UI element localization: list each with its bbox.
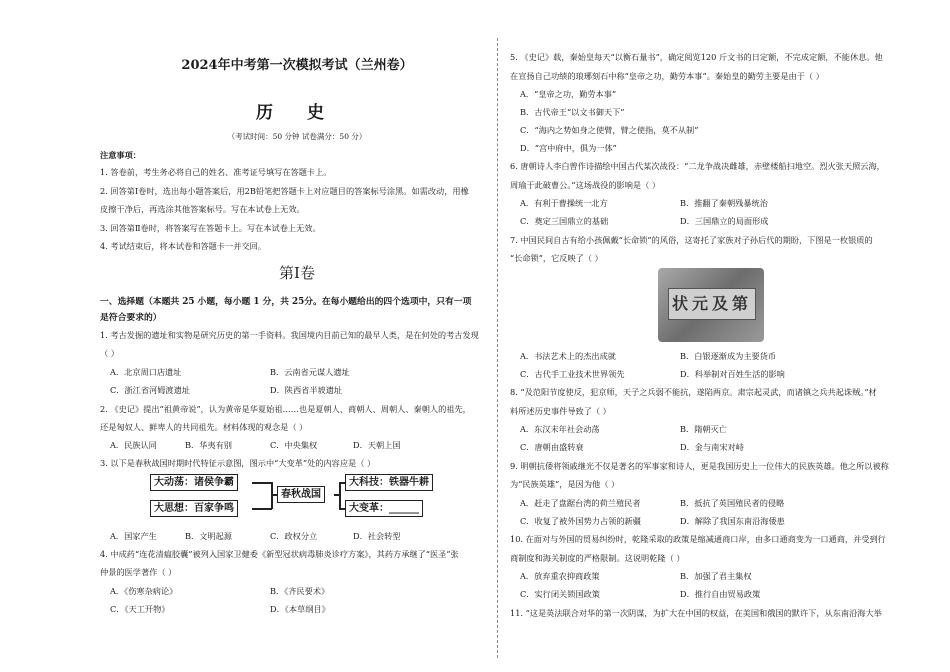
- question-stem: 6. 唐朝诗人李白曾作诗描绘中国古代某次战役：“二龙争战决雌雄，赤壁楼船扫地空。烈火张天照云海，: [510, 161, 885, 171]
- option-c: C．实行闭关锁国政策: [520, 589, 600, 599]
- column-divider: [497, 38, 498, 658]
- notice-title: 注意事项：: [100, 150, 141, 160]
- option-d: D．解除了我国东南沿海倭患: [680, 516, 785, 526]
- question-stem: 1. 考古发掘的遗址和实物是研究历史的第一手资料。我国境内目前已知的最早人类，是在何处的考古发现: [100, 330, 479, 340]
- connector-line: [271, 482, 273, 509]
- option-c: C．古代手工业技术世界领先: [520, 369, 625, 379]
- question-stem: 为“民族英雄”，是因为他（ ）: [510, 479, 620, 489]
- question-stem: 4. 中成药“连花清瘟胶囊”被列入国家卫健委《新型冠状病毒肺炎诊疗方案》，其药方承继了“医圣”张: [100, 549, 459, 559]
- option-b: B．古代帝王“以文书御天下”: [520, 107, 625, 117]
- exam-title: 2024年中考第一次模拟考试（兰州卷）: [181, 58, 413, 73]
- question-stem: 10. 在面对与外国的贸易纠纷时，乾隆采取的政策是缩减通商口岸，由多口通商变为一口通商，并受到行: [510, 534, 886, 544]
- question-stem: 商制度和海关制度的严格限制。这说明乾隆（ ）: [510, 553, 685, 563]
- option-a: A．“皇帝之功，勤劳本事”: [520, 89, 617, 99]
- question-stem: 8. “及范阳节度使反，犯京师，天子之兵弱不能抗，遂陷两京。肃宗起灵武，而诸镇之兵共起诛贼。”材: [510, 387, 877, 397]
- option-a: A．书法艺术上的杰出成就: [520, 351, 616, 361]
- option-d: D．社会转型: [353, 531, 401, 541]
- diagram-box-change: 大变革：______: [345, 500, 423, 517]
- option-c: C．《天工开物》: [110, 604, 170, 614]
- option-a: A．放弃重农抑商政策: [520, 571, 600, 581]
- option-b: B．文明起源: [185, 531, 232, 541]
- option-b: B．加强了君主集权: [680, 571, 752, 581]
- option-c: C．收复了被外国势力占领的新疆: [520, 516, 641, 526]
- question-stem: 仲景的医学著作（ ）: [100, 567, 177, 577]
- option-d: D．科举制对百姓生活的影响: [680, 369, 785, 379]
- option-b: B．隋朝灭亡: [680, 424, 727, 434]
- option-a: A．国家产生: [110, 531, 157, 541]
- option-c: C．“海内之势如身之使臂，臂之使指，莫不从制”: [520, 125, 699, 135]
- option-c: C．唐朝由盛转衰: [520, 442, 584, 452]
- era-diagram: [150, 472, 450, 520]
- option-b: B．白银逐渐成为主要货币: [680, 351, 777, 361]
- option-d: D．《本草纲目》: [270, 604, 330, 614]
- option-b: B．推翻了秦朝残暴统治: [680, 198, 768, 208]
- option-a: A．东汉末年社会动荡: [520, 424, 600, 434]
- option-b: B．抵抗了英国殖民者的侵略: [680, 498, 785, 508]
- option-d: D．天朝上国: [353, 440, 401, 450]
- option-c: C．中央集权: [270, 440, 318, 450]
- question-stem: “长命锁”，它反映了（ ）: [510, 253, 603, 263]
- question-stem: 3. 以下是春秋战国时期时代特征示意图，图示中“大变革”处的内容应是（ ）: [100, 458, 376, 468]
- question-stem: 11. “这是英法联合对华的第一次阴谋，为扩大在中国的权益，在美国和俄国的默许下，从东南沿海大举: [510, 608, 882, 618]
- subject-title: 历 史: [256, 103, 338, 123]
- question-stem: 在宣扬自己功绩的琅琊刻石中称“皇帝之功，勤劳本事”。秦始皇的勤劳主要是由于（ ）: [510, 71, 824, 81]
- question-stem: 9. 明朝抗倭将领戚继光不仅是著名的军事家和诗人，更是我国历史上一位伟大的民族英雄。他之所以被称: [510, 461, 889, 471]
- question-stem: 7. 中国民间自古有给小孩佩戴“长命锁”的风俗，这寄托了家族对子孙后代的期盼，下图是一枚银质的: [510, 235, 873, 245]
- option-a: A．民族认同: [110, 440, 157, 450]
- notice-item: 4. 考试结束后，将本试卷和答题卡一并交回。: [100, 241, 266, 251]
- diagram-box-center: 春秋战国: [277, 486, 325, 503]
- connector-line: [252, 508, 272, 510]
- section-heading: 一、选择题（本题共 25 小题，每小题 1 分，共 25分。在每小题给出的四个选项中，只有一项: [100, 297, 472, 307]
- notice-item: 1. 答卷前，考生务必将自己的姓名、准考证号填写在答题卡上。: [100, 167, 332, 177]
- option-c: C．浙江省河姆渡遗址: [110, 385, 190, 395]
- longevity-lock-image: [658, 268, 764, 342]
- option-c: C．政权分立: [270, 531, 318, 541]
- option-d: D．三国鼎立的局面形成: [680, 216, 769, 226]
- connector-line: [252, 482, 272, 484]
- notice-item: 2. 回答第Ⅰ卷时，选出每小题答案后，用2B铅笔把答题卡上对应题目的答案标号涂黑。如需改动，用橡: [100, 186, 469, 196]
- section-title: 第Ⅰ卷: [279, 264, 315, 282]
- connector-line: [339, 482, 341, 509]
- option-b: B．《齐民要术》: [270, 586, 330, 596]
- option-a: A．北京周口店遗址: [110, 367, 182, 377]
- question-stem: 2. 《史记》提出“祖黄帝说”，认为黄帝是华夏始祖……也是夏朝人、商朝人、周朝人、秦朝人的祖先，: [100, 404, 471, 414]
- option-a: A．有利于曹操统一北方: [520, 198, 608, 208]
- notice-item: 3. 回答第Ⅱ卷时，将答案写在答题卡上。写在本试卷上无效。: [100, 223, 321, 233]
- question-stem: 还是匈奴人、鲜卑人的共同祖先。材料体现的观念是（ ）: [100, 422, 308, 432]
- option-d: D．推行自由贸易政策: [680, 589, 761, 599]
- question-stem: 周瑜于此破曹公。”这场战役的影响是（ ）: [510, 180, 661, 190]
- notice-item: 皮擦干净后，再选涂其他答案标号。写在本试卷上无效。: [100, 204, 305, 214]
- question-stem: 5. 《史记》载，秦始皇每天“以衡石量书”，确定阅览120 斤文书的日定额，不完成定额，不能休息。他: [510, 52, 883, 62]
- option-b: B．华夷有别: [185, 440, 232, 450]
- question-stem: 料所述历史事件导致了（ ）: [510, 406, 611, 416]
- option-d: D．“宫中府中，俱为一体”: [520, 143, 617, 153]
- option-b: B．云南省元谋人遗址: [270, 367, 350, 377]
- diagram-box-thought: 大思想：百家争鸣: [150, 500, 238, 517]
- diagram-box-turmoil: 大动荡：诸侯争霸: [150, 474, 238, 491]
- option-a: A．《伤寒杂病论》: [110, 586, 178, 596]
- lock-inscription: 状元及第: [668, 288, 756, 320]
- option-d: D．金与南宋对峙: [680, 442, 744, 452]
- question-stem: （ ）: [100, 348, 119, 358]
- section-heading: 是符合要求的）: [100, 313, 162, 323]
- exam-info: （考试时间：50 分钟 试卷满分：50 分）: [227, 132, 367, 141]
- option-a: A．赶走了盘踞台湾的荷兰殖民者: [520, 498, 641, 508]
- option-c: C．奠定三国鼎立的基础: [520, 216, 609, 226]
- diagram-box-tech: 大科技：铁器牛耕: [345, 474, 433, 491]
- option-d: D．陕西省半坡遗址: [270, 385, 343, 395]
